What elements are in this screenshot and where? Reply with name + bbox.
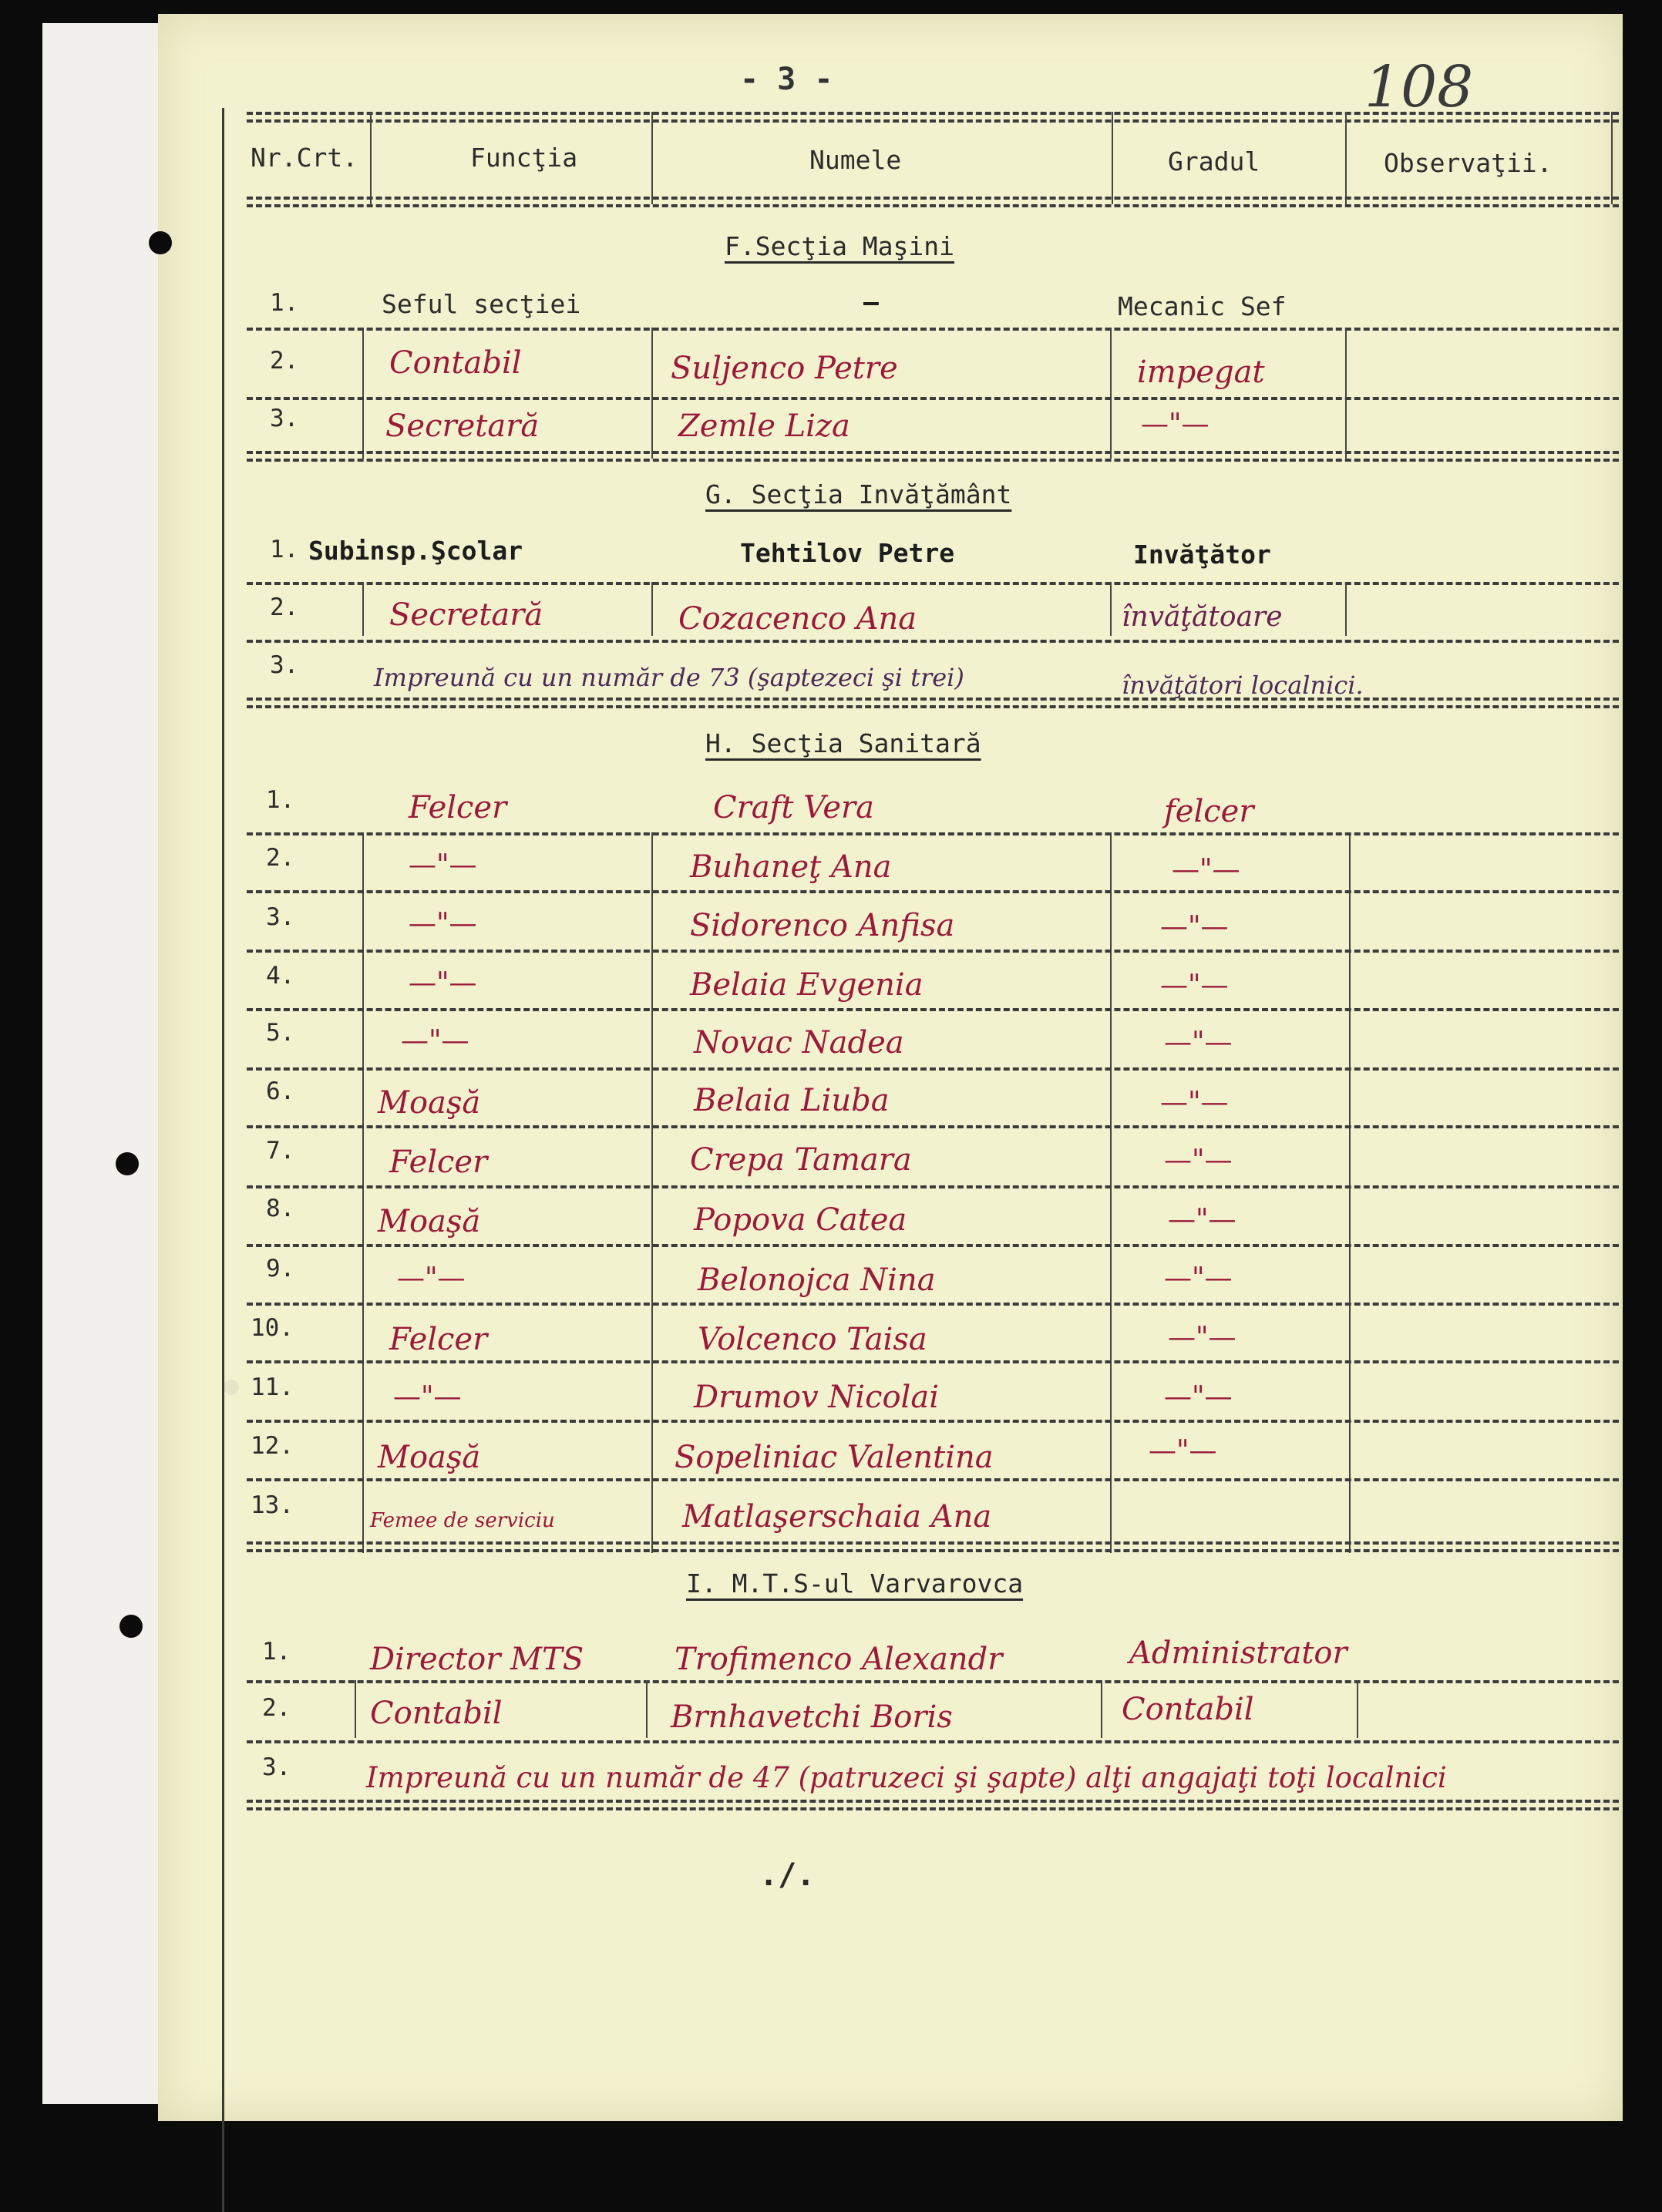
table-rule bbox=[247, 119, 1619, 123]
functia-cell: Contabil bbox=[389, 345, 522, 381]
column-divider bbox=[362, 328, 364, 459]
numele-cell: Belonojca Nina bbox=[698, 1262, 936, 1298]
row-rule bbox=[247, 890, 1619, 893]
row-rule bbox=[247, 698, 1619, 701]
row-number: 3. bbox=[262, 1753, 291, 1781]
punch-hole bbox=[224, 1380, 239, 1395]
row-rule bbox=[247, 459, 1619, 462]
column-divider bbox=[1110, 582, 1112, 636]
functia-cell: Secretară bbox=[385, 408, 540, 444]
functia-cell: Felcer bbox=[389, 1322, 488, 1357]
row-rule bbox=[247, 1800, 1619, 1803]
row-rule bbox=[247, 1360, 1619, 1363]
gradul-cell: —"— bbox=[1141, 408, 1209, 440]
column-divider bbox=[1112, 112, 1113, 204]
numele-cell: Craft Vera bbox=[713, 790, 875, 825]
table-rule bbox=[247, 204, 1619, 207]
gradul-cell: impegat bbox=[1137, 355, 1265, 390]
gradul-cell: —"— bbox=[1172, 854, 1240, 886]
row-rule bbox=[247, 640, 1619, 643]
column-divider bbox=[362, 582, 364, 636]
row-rule bbox=[247, 1680, 1619, 1683]
numele-cell: Matlaşerschaia Ana bbox=[682, 1499, 992, 1535]
column-divider bbox=[646, 1680, 648, 1738]
column-divider bbox=[1345, 328, 1347, 459]
numele-cell: Tehtilov Petre bbox=[740, 538, 955, 568]
row-rule bbox=[247, 328, 1619, 331]
punch-hole bbox=[116, 1152, 139, 1175]
column-divider bbox=[651, 328, 653, 459]
summary-text: Impreună cu un număr de 47 (patruzeci şi şapte) alţi angajaţi toţi localnici bbox=[366, 1761, 1447, 1794]
row-rule bbox=[247, 1807, 1619, 1810]
functia-cell: —"— bbox=[401, 1025, 469, 1057]
functia-cell: Felcer bbox=[409, 790, 507, 825]
functia-cell: —"— bbox=[393, 1381, 462, 1413]
row-number: 3. bbox=[270, 405, 299, 432]
functia-cell: Femee de serviciu bbox=[370, 1509, 555, 1532]
gradul-cell: —"— bbox=[1160, 1087, 1229, 1118]
functia-cell: Felcer bbox=[389, 1145, 488, 1180]
numele-cell: Buhaneţ Ana bbox=[690, 849, 892, 885]
numele-cell: Zemle Liza bbox=[678, 408, 850, 444]
row-rule bbox=[247, 705, 1619, 708]
column-divider bbox=[1110, 328, 1112, 459]
row-number: 8. bbox=[266, 1195, 295, 1222]
row-number: 1. bbox=[270, 536, 299, 563]
functia-cell: Seful secţiei bbox=[382, 289, 581, 319]
continuation-mark: ./. bbox=[759, 1857, 816, 1893]
page-number: - 3 - bbox=[740, 62, 833, 97]
paper-edge-strip bbox=[42, 23, 158, 2104]
row-rule bbox=[247, 582, 1619, 585]
row-number: 1. bbox=[266, 786, 295, 814]
header-gradul: Gradul bbox=[1168, 146, 1260, 176]
gradul-cell: —"— bbox=[1164, 1381, 1233, 1413]
gradul-cell: —"— bbox=[1160, 911, 1229, 943]
row-number: 12. bbox=[251, 1432, 294, 1460]
section-title-h: H. Secţia Sanitară bbox=[705, 728, 981, 758]
header-observatii: Observaţii. bbox=[1384, 148, 1553, 178]
left-margin-rule bbox=[222, 108, 224, 2212]
row-rule bbox=[247, 1303, 1619, 1306]
row-number: 1. bbox=[262, 1638, 291, 1666]
header-nr: Nr.Crt. bbox=[251, 143, 358, 173]
numele-cell: Sopeliniac Valentina bbox=[675, 1440, 994, 1475]
summary-text: Impreună cu un număr de 73 (şaptezeci şi trei) bbox=[374, 663, 964, 692]
numele-cell: Brnhavetchi Boris bbox=[671, 1699, 953, 1735]
row-rule bbox=[247, 1541, 1619, 1545]
numele-cell: Drumov Nicolai bbox=[694, 1380, 939, 1415]
numele-cell: Belaia Liuba bbox=[694, 1083, 890, 1118]
table-rule bbox=[247, 197, 1619, 200]
gradul-cell: învăţătoare bbox=[1122, 601, 1283, 633]
table-rule bbox=[247, 112, 1619, 115]
functia-cell: Contabil bbox=[370, 1696, 503, 1731]
numele-cell: — bbox=[863, 287, 879, 317]
functia-cell: —"— bbox=[397, 1262, 466, 1294]
column-divider bbox=[1611, 112, 1613, 204]
column-divider bbox=[1357, 1680, 1358, 1738]
functia-cell: —"— bbox=[409, 967, 477, 999]
row-number: 4. bbox=[266, 962, 295, 990]
numele-cell: Cozacenco Ana bbox=[678, 601, 917, 637]
gradul-cell: —"— bbox=[1160, 970, 1229, 1001]
row-rule bbox=[247, 1740, 1619, 1743]
gradul-cell: —"— bbox=[1164, 1145, 1233, 1176]
numele-cell: Sidorenco Anfisa bbox=[690, 908, 955, 943]
row-rule bbox=[247, 832, 1619, 835]
column-divider bbox=[1349, 832, 1351, 1553]
row-number: 10. bbox=[251, 1314, 294, 1342]
row-rule bbox=[247, 1125, 1619, 1128]
row-number: 6. bbox=[266, 1077, 295, 1105]
row-number: 1. bbox=[270, 289, 299, 317]
folio-number: 108 bbox=[1364, 54, 1474, 120]
column-divider bbox=[1345, 582, 1347, 636]
punch-hole bbox=[119, 1615, 143, 1638]
row-number: 2. bbox=[262, 1694, 291, 1722]
numele-cell: Crepa Tamara bbox=[690, 1142, 912, 1178]
row-number: 7. bbox=[266, 1137, 295, 1165]
functia-cell: —"— bbox=[409, 849, 477, 881]
row-rule bbox=[247, 1478, 1619, 1481]
header-numele: Numele bbox=[809, 145, 902, 175]
numele-cell: Suljenco Petre bbox=[671, 351, 898, 386]
row-number: 9. bbox=[266, 1255, 295, 1282]
summary-text: învăţători localnici. bbox=[1122, 671, 1364, 700]
numele-cell: Trofimenco Alexandr bbox=[675, 1642, 1003, 1677]
row-rule bbox=[247, 397, 1619, 400]
header-functia: Funcţia bbox=[470, 143, 578, 173]
row-number: 13. bbox=[251, 1491, 294, 1519]
numele-cell: Belaia Evgenia bbox=[690, 967, 924, 1003]
gradul-cell: —"— bbox=[1168, 1204, 1236, 1235]
row-rule bbox=[247, 451, 1619, 454]
gradul-cell: —"— bbox=[1164, 1262, 1233, 1294]
row-number: 11. bbox=[251, 1373, 294, 1401]
row-number: 5. bbox=[266, 1019, 295, 1047]
gradul-cell: —"— bbox=[1164, 1027, 1233, 1058]
punch-hole bbox=[149, 231, 172, 254]
row-rule bbox=[247, 1244, 1619, 1247]
gradul-cell: —"— bbox=[1149, 1435, 1217, 1467]
functia-cell: Moaşă bbox=[378, 1085, 481, 1121]
row-number: 2. bbox=[266, 844, 295, 872]
row-rule bbox=[247, 1420, 1619, 1423]
row-rule bbox=[247, 1008, 1619, 1011]
row-rule bbox=[247, 1185, 1619, 1188]
section-title-i: I. M.T.S-ul Varvarovca bbox=[686, 1568, 1024, 1598]
functia-cell: Moaşă bbox=[378, 1440, 481, 1475]
gradul-cell: Contabil bbox=[1122, 1692, 1254, 1727]
numele-cell: Novac Nadea bbox=[694, 1025, 904, 1061]
row-number: 2. bbox=[270, 347, 299, 375]
functia-cell: Subinsp.Şcolar bbox=[308, 536, 523, 566]
column-divider bbox=[651, 832, 653, 1553]
column-divider bbox=[1110, 832, 1112, 1553]
gradul-cell: —"— bbox=[1168, 1322, 1236, 1353]
functia-cell: Director MTS bbox=[370, 1642, 584, 1677]
section-title-f: F.Secţia Maşini bbox=[725, 231, 955, 261]
gradul-cell: Mecanic Sef bbox=[1118, 291, 1287, 321]
row-rule bbox=[247, 1067, 1619, 1071]
section-title-g: G. Secţia Invăţământ bbox=[705, 479, 1012, 509]
gradul-cell: Administrator bbox=[1129, 1635, 1347, 1671]
column-divider bbox=[651, 112, 653, 204]
column-divider bbox=[370, 112, 372, 204]
column-divider bbox=[355, 1680, 356, 1738]
row-number: 3. bbox=[266, 903, 295, 931]
functia-cell: Secretară bbox=[389, 597, 543, 633]
row-rule bbox=[247, 1549, 1619, 1552]
row-number: 3. bbox=[270, 651, 299, 679]
column-divider bbox=[651, 582, 653, 636]
gradul-cell: Invăţător bbox=[1133, 540, 1271, 570]
functia-cell: —"— bbox=[409, 908, 477, 940]
numele-cell: Popova Catea bbox=[694, 1202, 907, 1238]
row-rule bbox=[247, 950, 1619, 953]
column-divider bbox=[362, 832, 364, 1553]
row-number: 2. bbox=[270, 593, 299, 621]
functia-cell: Moaşă bbox=[378, 1204, 481, 1239]
column-divider bbox=[1101, 1680, 1102, 1738]
gradul-cell: felcer bbox=[1164, 794, 1254, 829]
numele-cell: Volcenco Taisa bbox=[698, 1322, 927, 1357]
column-divider bbox=[1345, 112, 1347, 204]
